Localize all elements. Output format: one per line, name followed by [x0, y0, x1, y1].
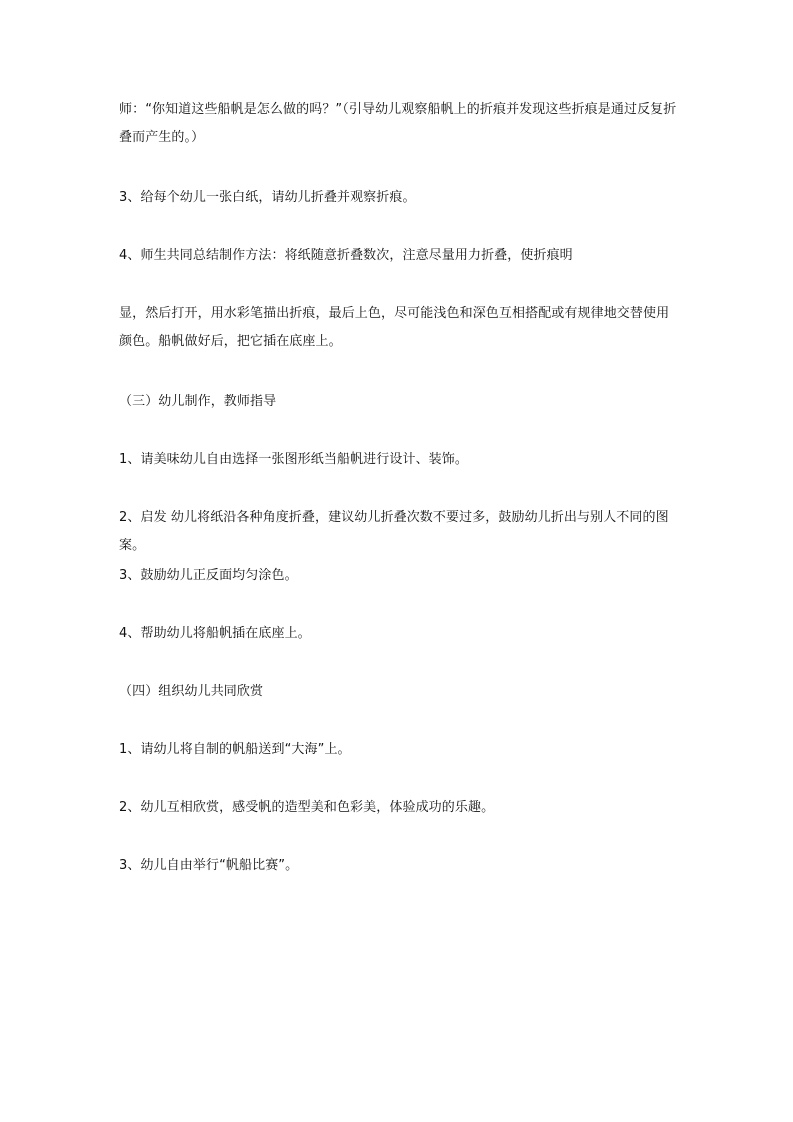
paragraph-make-4: 4、帮助幼儿将船帆插在底座上。 — [119, 626, 311, 641]
section-heading-3: （三）幼儿制作，教师指导 — [119, 394, 277, 409]
paragraph-step-4: 4、师生共同总结制作方法：将纸随意折叠数次，注意尽量用力折叠，使折痕明 — [119, 248, 573, 263]
paragraph-appreciate-3: 3、幼儿自由举行“帆船比赛”。 — [119, 858, 299, 873]
paragraph-make-1: 1、请美味幼儿自由选择一张图形纸当船帆进行设计、装饰。 — [119, 452, 468, 467]
paragraph-step-4-continued: 显，然后打开，用水彩笔描出折痕，最后上色，尽可能浅色和深色互相搭配或有规律地交替使用颜色。船帆做好后，把它插在底座上。 — [119, 306, 670, 349]
paragraph-appreciate-2: 2、幼儿互相欣赏，感受帆的造型美和色彩美，体验成功的乐趣。 — [119, 800, 495, 815]
paragraph-appreciate-1: 1、请幼儿将自制的帆船送到“大海”上。 — [119, 742, 351, 757]
paragraph-make-3: 3、鼓励幼儿正反面均匀涂色。 — [119, 568, 298, 583]
paragraph-make-2: 2、启发 幼儿将纸沿各种角度折叠，建议幼儿折叠次数不要过多，鼓励幼儿折出与别人不同的图案。 — [119, 510, 669, 553]
section-heading-4: （四）组织幼儿共同欣赏 — [119, 684, 264, 699]
paragraph-teacher-question: 师：“你知道这些船帆是怎么做的吗？”（引导幼儿观察船帆上的折痕并发现这些折痕是通过反复折叠而产生的。） — [119, 102, 677, 145]
paragraph-step-3: 3、给每个幼儿一张白纸，请幼儿折叠并观察折痕。 — [119, 190, 416, 205]
